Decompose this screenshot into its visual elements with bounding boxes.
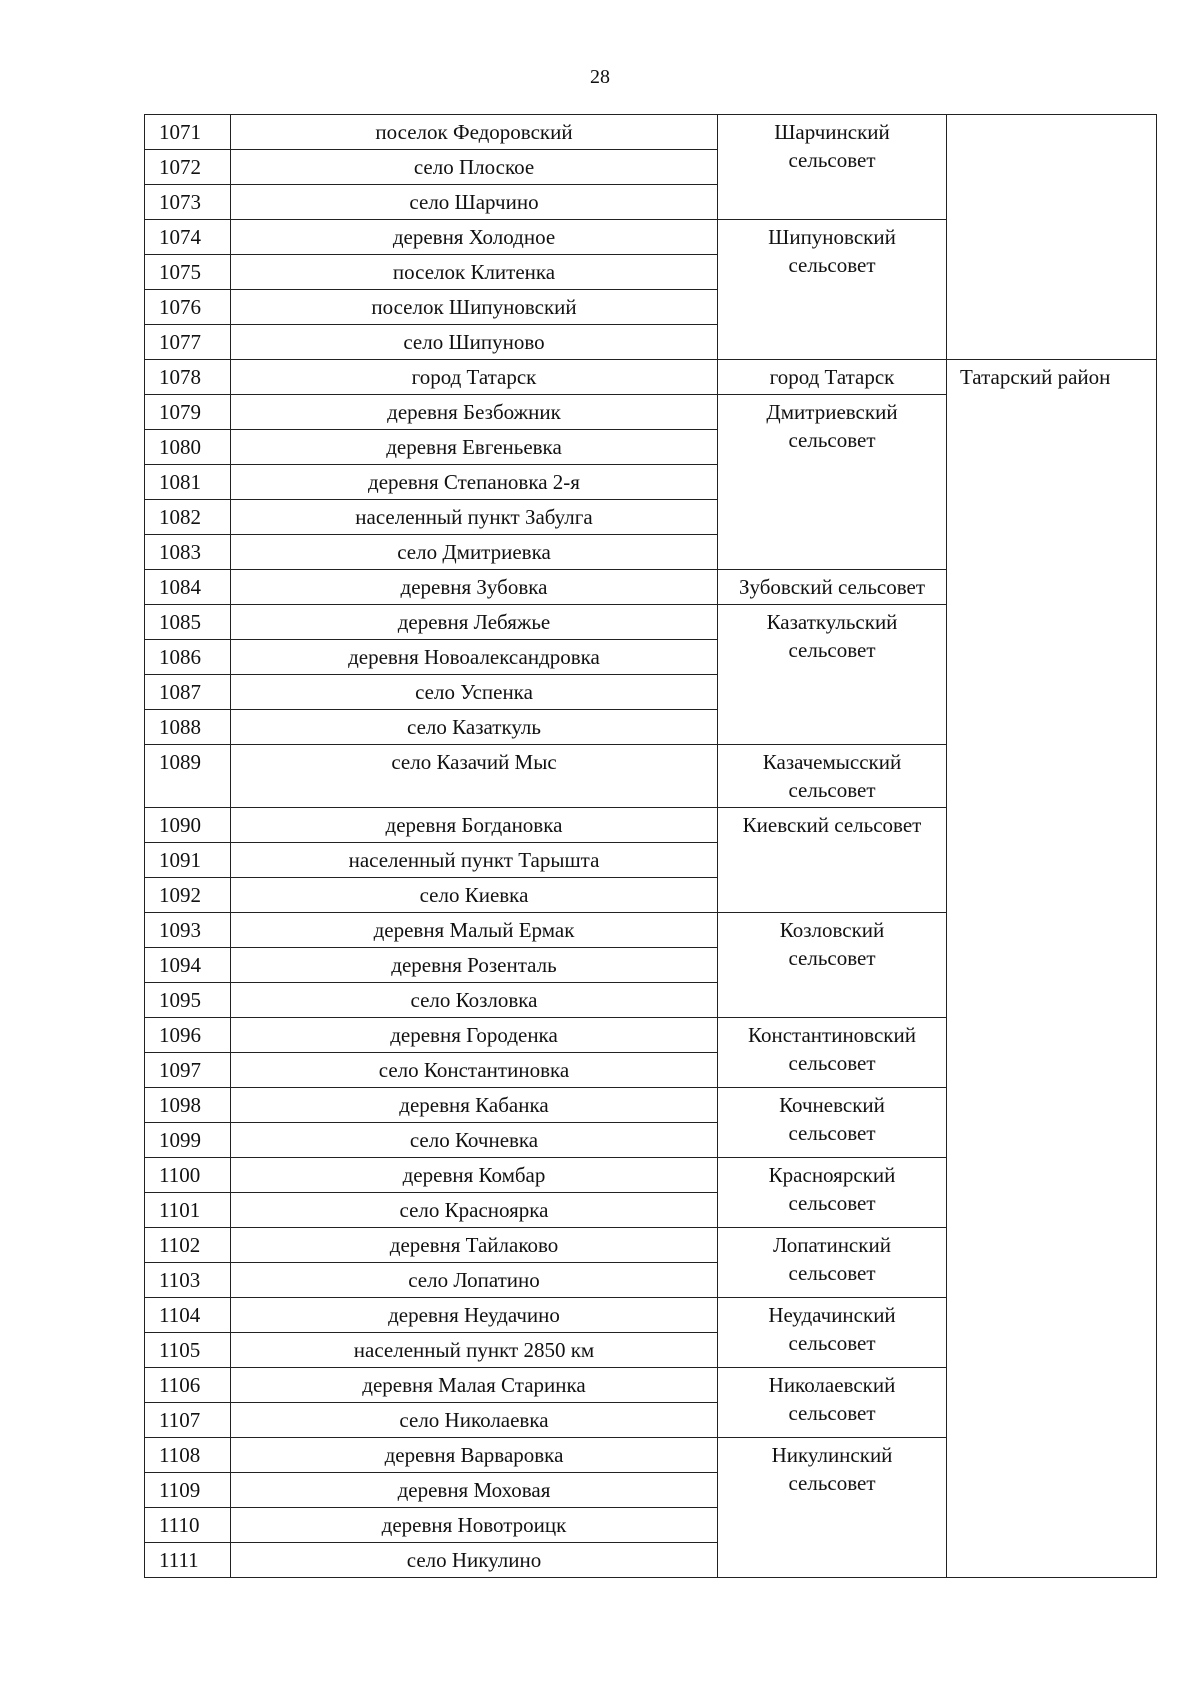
row-number: 1080 — [145, 430, 231, 465]
row-number: 1100 — [145, 1158, 231, 1193]
district-name: Татарский район — [947, 360, 1157, 1578]
council-name: Киевский сельсовет — [718, 808, 947, 913]
settlement-name: деревня Богдановка — [231, 808, 718, 843]
settlement-name: населенный пункт Забулга — [231, 500, 718, 535]
row-number: 1107 — [145, 1403, 231, 1438]
council-name: Шарчинский сельсовет — [718, 115, 947, 220]
row-number: 1086 — [145, 640, 231, 675]
settlement-name: село Казачий Мыс — [231, 745, 718, 808]
row-number: 1103 — [145, 1263, 231, 1298]
settlement-name: село Шипуново — [231, 325, 718, 360]
settlement-name: деревня Комбар — [231, 1158, 718, 1193]
row-number: 1097 — [145, 1053, 231, 1088]
row-number: 1089 — [145, 745, 231, 808]
row-number: 1084 — [145, 570, 231, 605]
council-name: Дмитриевский сельсовет — [718, 395, 947, 570]
settlement-name: село Плоское — [231, 150, 718, 185]
settlement-name: село Николаевка — [231, 1403, 718, 1438]
council-name: Никулинский сельсовет — [718, 1438, 947, 1578]
row-number: 1098 — [145, 1088, 231, 1123]
settlement-name: село Козловка — [231, 983, 718, 1018]
council-name: Кочневский сельсовет — [718, 1088, 947, 1158]
settlement-name: деревня Тайлаково — [231, 1228, 718, 1263]
council-name: Зубовский сельсовет — [718, 570, 947, 605]
settlement-name: село Казаткуль — [231, 710, 718, 745]
settlement-name: деревня Моховая — [231, 1473, 718, 1508]
settlement-name: село Никулино — [231, 1543, 718, 1578]
row-number: 1104 — [145, 1298, 231, 1333]
row-number: 1085 — [145, 605, 231, 640]
settlement-name: населенный пункт 2850 км — [231, 1333, 718, 1368]
settlement-name: деревня Варваровка — [231, 1438, 718, 1473]
council-name: Козловский сельсовет — [718, 913, 947, 1018]
settlement-name: деревня Неудачино — [231, 1298, 718, 1333]
row-number: 1102 — [145, 1228, 231, 1263]
row-number: 1075 — [145, 255, 231, 290]
row-number: 1099 — [145, 1123, 231, 1158]
row-number: 1095 — [145, 983, 231, 1018]
council-name: Казаткульский сельсовет — [718, 605, 947, 745]
settlement-name: деревня Лебяжье — [231, 605, 718, 640]
council-name: Лопатинский сельсовет — [718, 1228, 947, 1298]
settlement-name: поселок Шипуновский — [231, 290, 718, 325]
table-row — [145, 360, 1157, 395]
district-cell-empty — [947, 115, 1157, 360]
row-number: 1082 — [145, 500, 231, 535]
settlement-name: поселок Клитенка — [231, 255, 718, 290]
settlement-name: деревня Малый Ермак — [231, 913, 718, 948]
row-number: 1092 — [145, 878, 231, 913]
row-number: 1109 — [145, 1473, 231, 1508]
settlement-name: деревня Новоалександровка — [231, 640, 718, 675]
settlement-name: деревня Новотроицк — [231, 1508, 718, 1543]
row-number: 1101 — [145, 1193, 231, 1228]
settlement-name: деревня Евгеньевка — [231, 430, 718, 465]
row-number: 1074 — [145, 220, 231, 255]
row-number: 1071 — [145, 115, 231, 150]
row-number: 1091 — [145, 843, 231, 878]
settlement-name: деревня Розенталь — [231, 948, 718, 983]
council-name: Шипуновский сельсовет — [718, 220, 947, 360]
row-number: 1083 — [145, 535, 231, 570]
row-number: 1076 — [145, 290, 231, 325]
settlement-name: деревня Городенка — [231, 1018, 718, 1053]
council-name: Константиновский сельсовет — [718, 1018, 947, 1088]
row-number: 1111 — [145, 1543, 231, 1578]
settlement-name: село Кочневка — [231, 1123, 718, 1158]
settlement-name: деревня Безбожник — [231, 395, 718, 430]
row-number: 1073 — [145, 185, 231, 220]
row-number: 1072 — [145, 150, 231, 185]
council-name: Красноярский сельсовет — [718, 1158, 947, 1228]
council-name: город Татарск — [718, 360, 947, 395]
settlement-name: населенный пункт Тарышта — [231, 843, 718, 878]
settlement-name: поселок Федоровский — [231, 115, 718, 150]
row-number: 1078 — [145, 360, 231, 395]
row-number: 1093 — [145, 913, 231, 948]
settlement-name: село Константиновка — [231, 1053, 718, 1088]
settlement-name: деревня Холодное — [231, 220, 718, 255]
settlement-name: город Татарск — [231, 360, 718, 395]
row-number: 1077 — [145, 325, 231, 360]
settlement-name: село Красноярка — [231, 1193, 718, 1228]
row-number: 1110 — [145, 1508, 231, 1543]
settlements-table — [144, 114, 1157, 1578]
council-name: Николаевский сельсовет — [718, 1368, 947, 1438]
settlement-name: село Лопатино — [231, 1263, 718, 1298]
settlement-name: деревня Малая Старинка — [231, 1368, 718, 1403]
settlement-name: деревня Кабанка — [231, 1088, 718, 1123]
settlement-name: село Киевка — [231, 878, 718, 913]
council-name: Неудачинский сельсовет — [718, 1298, 947, 1368]
page-number: 28 — [590, 66, 610, 88]
settlement-name: деревня Зубовка — [231, 570, 718, 605]
row-number: 1087 — [145, 675, 231, 710]
row-number: 1094 — [145, 948, 231, 983]
row-number: 1106 — [145, 1368, 231, 1403]
council-name: Казачемысский сельсовет — [718, 745, 947, 808]
settlement-name: село Дмитриевка — [231, 535, 718, 570]
row-number: 1081 — [145, 465, 231, 500]
row-number: 1079 — [145, 395, 231, 430]
row-number: 1088 — [145, 710, 231, 745]
row-number: 1096 — [145, 1018, 231, 1053]
table-row — [145, 115, 1157, 150]
settlement-name: деревня Степановка 2-я — [231, 465, 718, 500]
row-number: 1090 — [145, 808, 231, 843]
settlement-name: село Шарчино — [231, 185, 718, 220]
row-number: 1105 — [145, 1333, 231, 1368]
settlement-name: село Успенка — [231, 675, 718, 710]
row-number: 1108 — [145, 1438, 231, 1473]
